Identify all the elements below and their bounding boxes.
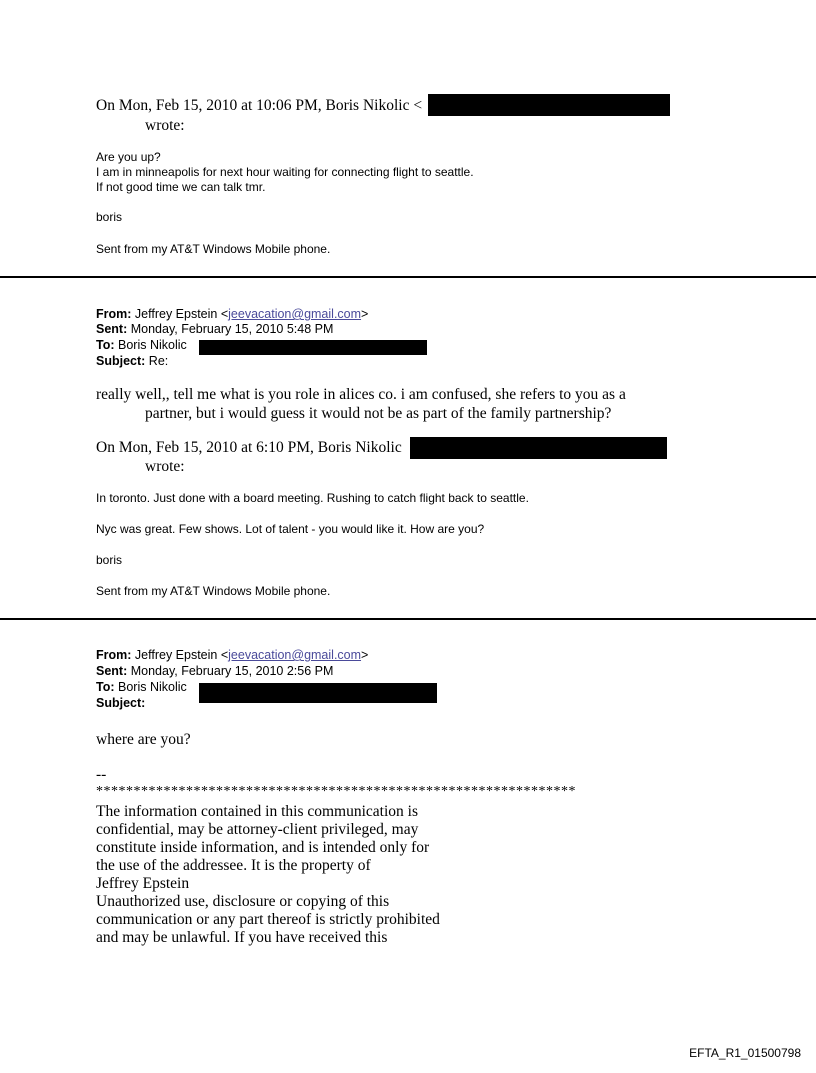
- subject-value: Re:: [148, 354, 169, 368]
- body-line: If not good time we can talk tmr.: [96, 180, 266, 194]
- sent-line: [96, 322, 333, 337]
- sent-label: Sent:: [96, 664, 128, 678]
- signature: boris: [96, 210, 123, 224]
- quote-header-1-text: On Mon, Feb 15, 2010 at 10:06 PM, Boris Nikolic <: [96, 97, 423, 114]
- to-label: To:: [96, 338, 115, 352]
- redaction-box: [199, 683, 437, 703]
- subject-label: Subject:: [96, 696, 146, 710]
- subject-line: [96, 696, 145, 711]
- from-close: >: [361, 307, 369, 321]
- redaction-box: [199, 340, 427, 355]
- disclaimer-line: The information contained in this communication is: [96, 803, 418, 820]
- quote-header-2: On Mon, Feb 15, 2010 at 6:10 PM, Boris Nikolic: [96, 439, 402, 456]
- sent-value: Monday, February 15, 2010 2:56 PM: [130, 664, 334, 678]
- sent-from: Sent from my AT&T Windows Mobile phone.: [96, 584, 331, 598]
- separator-rule: [0, 276, 816, 278]
- to-label: To:: [96, 680, 115, 694]
- from-line: [96, 648, 368, 663]
- sent-label: Sent:: [96, 322, 128, 336]
- sent-value: Monday, February 15, 2010 5:48 PM: [130, 322, 334, 336]
- sent-line: [96, 664, 333, 679]
- from-label: From:: [96, 307, 132, 321]
- from-email-link[interactable]: jeevacation@gmail.com: [228, 307, 362, 321]
- disclaimer-line: and may be unlawful. If you have received this: [96, 929, 388, 946]
- to-value: Boris Nikolic: [118, 680, 187, 694]
- disclaimer-line: Jeffrey Epstein: [96, 875, 190, 892]
- from-close: >: [361, 648, 369, 662]
- quote-header-1: [96, 97, 422, 115]
- to-line: [96, 338, 187, 353]
- body-line: I am in minneapolis for next hour waiting for connecting flight to seattle.: [96, 165, 474, 179]
- from-line: [96, 307, 368, 322]
- stars-divider: ****************************************************************: [96, 784, 576, 799]
- disclaimer-line: communication or any part thereof is strictly prohibited: [96, 911, 440, 928]
- from-name: Jeffrey Epstein <: [134, 307, 229, 321]
- sent-from: Sent from my AT&T Windows Mobile phone.: [96, 242, 331, 256]
- subject-label: Subject:: [96, 354, 146, 368]
- body-line: Nyc was great. Few shows. Lot of talent - you would like it. How are you?: [96, 522, 485, 536]
- body-line: In toronto. Just done with a board meeting. Rushing to catch flight back to seattle.: [96, 491, 529, 505]
- disclaimer-line: Unauthorized use, disclosure or copying of this: [96, 893, 390, 910]
- from-label: From:: [96, 648, 132, 662]
- message-line: where are you?: [96, 731, 191, 748]
- sig-dashes: --: [96, 766, 107, 783]
- message-line: really well,, tell me what is you role in alices co. i am confused, she refers to you as a: [96, 386, 626, 403]
- to-value: Boris Nikolic: [118, 338, 187, 352]
- disclaimer-line: confidential, may be attorney-client privileged, may: [96, 821, 419, 838]
- signature: boris: [96, 553, 123, 567]
- disclaimer-line: the use of the addressee. It is the property of: [96, 857, 371, 874]
- redaction-box: [428, 94, 670, 116]
- message-line: partner, but i would guess it would not be as part of the family partnership?: [145, 405, 612, 422]
- disclaimer-line: constitute inside information, and is intended only for: [96, 839, 430, 856]
- body-line: Are you up?: [96, 150, 161, 164]
- redaction-box: [410, 437, 667, 459]
- document-id: EFTA_R1_01500798: [689, 1046, 801, 1060]
- separator-rule: [0, 618, 816, 620]
- from-name: Jeffrey Epstein <: [134, 648, 229, 662]
- wrote-label: wrote:: [145, 458, 185, 475]
- subject-line: [96, 354, 168, 369]
- from-email-link[interactable]: jeevacation@gmail.com: [228, 648, 362, 662]
- to-line: [96, 680, 187, 695]
- wrote-label: wrote:: [145, 117, 185, 134]
